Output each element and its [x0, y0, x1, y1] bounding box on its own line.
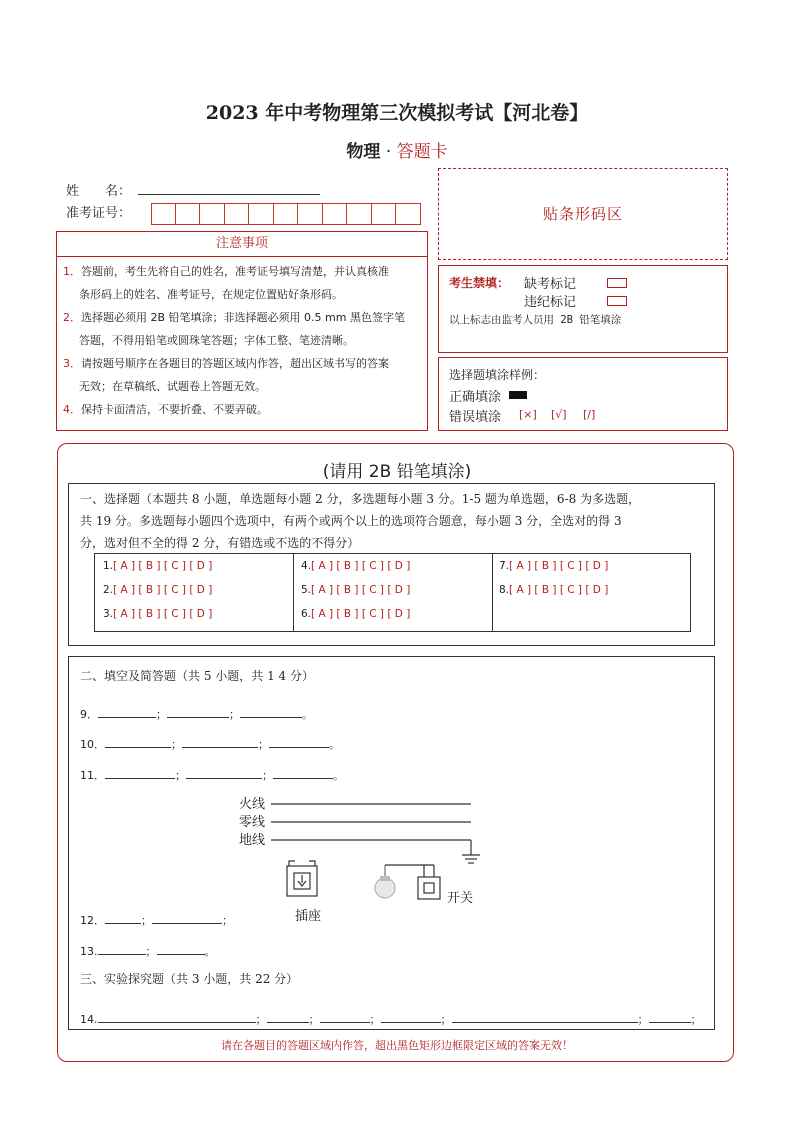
subtitle-sub: 答题卡: [396, 142, 448, 162]
q11-sep-1: ；: [175, 769, 186, 782]
q13-end: 。: [204, 945, 216, 958]
q10-blank-3[interactable]: [269, 735, 329, 748]
choice-number: 3.: [103, 608, 114, 620]
q10-line: [80, 735, 340, 752]
pencil-note: (请用 2B 铅笔填涂): [322, 462, 472, 482]
q10-num: 10．: [80, 738, 105, 751]
violation-mark-box[interactable]: [607, 296, 627, 306]
note-text: 答题前，考生先将自己的姓名，准考证号填写清楚，并认真核准: [81, 265, 389, 278]
choice-options[interactable]: [ A ] [ B ] [ C ] [ D ]: [113, 560, 213, 572]
q11-blank-2[interactable]: [186, 766, 262, 779]
note-text: 保持卡面清洁，不要折叠、不要弄破。: [81, 403, 268, 416]
section1-line-1: 一、选择题（本题共 8 小题，单选题每小题 2 分，多选题每小题 3 分。1-5 题为单选题，6-8 为多选题，: [80, 492, 641, 506]
q14-sep-4: ；: [440, 1013, 452, 1026]
section1-line-3: 分，选对但不全的得 2 分，有错选或不选的不得分）: [80, 536, 360, 550]
q14-blank-4[interactable]: [381, 1010, 441, 1023]
note-item: [63, 306, 421, 329]
q10-end: 。: [329, 738, 340, 751]
neutral-wire-label: 零线: [239, 815, 266, 830]
choice-options[interactable]: [ A ] [ B ] [ C ] [ D ]: [113, 584, 213, 596]
q9-sep-1: ；: [156, 708, 167, 721]
absent-label: 缺考标记: [524, 277, 577, 292]
barcode-label: 贴条形码区: [542, 205, 623, 223]
choice-question[interactable]: [103, 584, 212, 596]
choice-options[interactable]: [ A ] [ B ] [ C ] [ D ]: [311, 584, 411, 596]
q14-blank-3[interactable]: [320, 1010, 370, 1023]
choice-number: 5.: [301, 584, 312, 596]
q12-sep-2: ；: [222, 914, 233, 927]
q12-blank-1[interactable]: [105, 911, 141, 924]
q11-end: 。: [333, 769, 344, 782]
forbidden-note: 以上标志由监考人员用 2B 铅笔填涂: [449, 314, 622, 326]
notes-heading: 注意事项: [57, 232, 427, 257]
q11-num: 11．: [80, 769, 105, 782]
q11-sep-2: ；: [262, 769, 273, 782]
q9-num: 9．: [80, 708, 98, 721]
id-number-boxes[interactable]: [151, 203, 421, 225]
choice-options[interactable]: [ A ] [ B ] [ C ] [ D ]: [509, 560, 609, 572]
q9-blank-3[interactable]: [240, 705, 302, 718]
q14-sep-3: ；: [369, 1013, 381, 1026]
q14-line: [80, 1010, 702, 1027]
choice-number: 8.: [499, 584, 510, 596]
name-label: 姓 名：: [66, 184, 132, 199]
id-label: 准考证号：: [66, 206, 132, 221]
section2-title: 二、填空及简答题（共 5 小题，共 1 4 分）: [80, 669, 314, 683]
choice-question[interactable]: [301, 608, 410, 620]
section1-line-2: 共 19 分。多选题每小题四个选项中，有两个或两个以上的选项符合题意，每小题 3 分，全选对的得 3: [80, 514, 622, 528]
q10-blank-1[interactable]: [105, 735, 171, 748]
note-number: 3．: [63, 357, 81, 370]
sample-label: 选择题填涂样例：: [449, 368, 546, 382]
notes-box: [56, 231, 428, 431]
q14-blank-5[interactable]: [452, 1010, 638, 1023]
absent-mark-box[interactable]: [607, 278, 627, 288]
note-item: [63, 260, 421, 283]
choice-question[interactable]: [103, 608, 212, 620]
q9-line: [80, 705, 313, 722]
q12-blank-2[interactable]: [152, 911, 222, 924]
forbidden-box: [438, 265, 728, 353]
switch-label: 开关: [447, 891, 474, 906]
choice-number: 4.: [301, 560, 312, 572]
note-text: 请按题号顺序在各题目的答题区域内作答，超出区域书写的答案: [81, 357, 389, 370]
section3-title: 三、实验探究题（共 3 小题，共 22 分）: [80, 972, 299, 986]
q13-blank-1[interactable]: [98, 942, 146, 955]
choice-options[interactable]: [ A ] [ B ] [ C ] [ D ]: [509, 584, 609, 596]
q13-blank-2[interactable]: [157, 942, 205, 955]
name-field[interactable]: [138, 194, 320, 195]
page-subtitle: [0, 137, 794, 162]
choice-question[interactable]: [301, 560, 410, 572]
q13-sep-1: ；: [145, 945, 157, 958]
q13-num: 13.: [80, 945, 98, 958]
note-text: 条形码上的姓名、准考证号，在规定位置贴好条形码。: [79, 288, 343, 301]
choice-number: 7.: [499, 560, 510, 572]
choice-grid: [94, 553, 691, 632]
socket-icon: [287, 861, 317, 896]
choice-options[interactable]: [ A ] [ B ] [ C ] [ D ]: [113, 608, 213, 620]
wrong-mark-2: [√]: [551, 408, 567, 421]
page-title: 2023 年中考物理第三次模拟考试【河北卷】: [205, 102, 589, 124]
q11-line: [80, 766, 344, 783]
q9-blank-2[interactable]: [167, 705, 229, 718]
q11-blank-3[interactable]: [273, 766, 333, 779]
q14-blank-2[interactable]: [267, 1010, 309, 1023]
q14-blank-6[interactable]: [649, 1010, 691, 1023]
filled-sample: [509, 391, 527, 399]
note-text: 选择题必须用 2B 铅笔填涂；非选择题必须用 0.5 mm 黑色签字笔: [81, 311, 405, 324]
note-number: 1．: [63, 265, 81, 278]
q14-sep-1: ；: [255, 1013, 267, 1026]
choice-options[interactable]: [ A ] [ B ] [ C ] [ D ]: [311, 560, 411, 572]
choice-question[interactable]: [499, 560, 608, 572]
ground-wire-label: 地线: [239, 833, 266, 848]
q10-blank-2[interactable]: [182, 735, 258, 748]
note-number: 4．: [63, 403, 81, 416]
note-item: [63, 375, 421, 398]
correct-label: 正确填涂: [449, 390, 502, 405]
q14-sep-5: ；: [637, 1013, 649, 1026]
subtitle-main: 物理: [346, 142, 381, 162]
switch-icon: [418, 877, 440, 899]
choice-question[interactable]: [103, 560, 212, 572]
note-item: [63, 283, 421, 306]
note-item: [63, 398, 421, 421]
choice-options[interactable]: [ A ] [ B ] [ C ] [ D ]: [311, 608, 411, 620]
choice-question[interactable]: [301, 584, 410, 596]
wrong-mark-3: [/]: [583, 408, 596, 421]
q14-blank-1[interactable]: [98, 1010, 256, 1023]
subtitle-dot: ·: [385, 142, 392, 162]
footer-warning: 请在各题目的答题区域内作答，超出黑色矩形边框限定区域的答案无效！: [221, 1039, 573, 1052]
q9-blank-1[interactable]: [98, 705, 156, 718]
q9-sep-2: ；: [229, 708, 240, 721]
note-number: 2．: [63, 311, 81, 324]
q14-sep-6: ；: [690, 1013, 702, 1026]
q10-sep-1: ；: [171, 738, 182, 751]
live-wire-label: 火线: [239, 797, 266, 812]
choice-question[interactable]: [499, 584, 608, 596]
note-item: [63, 329, 421, 352]
bulb-icon: [375, 865, 395, 898]
q12-num: 12．: [80, 914, 105, 927]
socket-label: 插座: [295, 909, 322, 924]
note-text: 答题，不得用铅笔或圆珠笔答题；字体工整、笔迹清晰。: [79, 334, 354, 347]
q12-sep-1: ；: [141, 914, 152, 927]
choice-number: 1.: [103, 560, 114, 572]
note-item: [63, 352, 421, 375]
sample-box: [438, 357, 728, 431]
violation-label: 违纪标记: [524, 295, 577, 310]
q12-line: [80, 911, 233, 928]
q14-sep-2: ；: [308, 1013, 320, 1026]
q9-end: 。: [302, 708, 313, 721]
q14-num: 14.: [80, 1013, 98, 1026]
q10-sep-2: ；: [258, 738, 269, 751]
choice-number: 2.: [103, 584, 114, 596]
barcode-area: [438, 168, 728, 260]
wrong-label: 错误填涂: [449, 410, 502, 425]
wrong-mark-1: [×]: [519, 408, 537, 421]
note-text: 无效；在草稿纸、试题卷上答题无效。: [79, 380, 266, 393]
forbidden-label: 考生禁填：: [449, 276, 510, 290]
section2-box: [68, 656, 715, 1030]
q13-line: [80, 942, 216, 959]
notes-list: [57, 257, 427, 421]
choice-number: 6.: [301, 608, 312, 620]
section1-box: [68, 483, 715, 646]
q11-blank-1[interactable]: [105, 766, 175, 779]
